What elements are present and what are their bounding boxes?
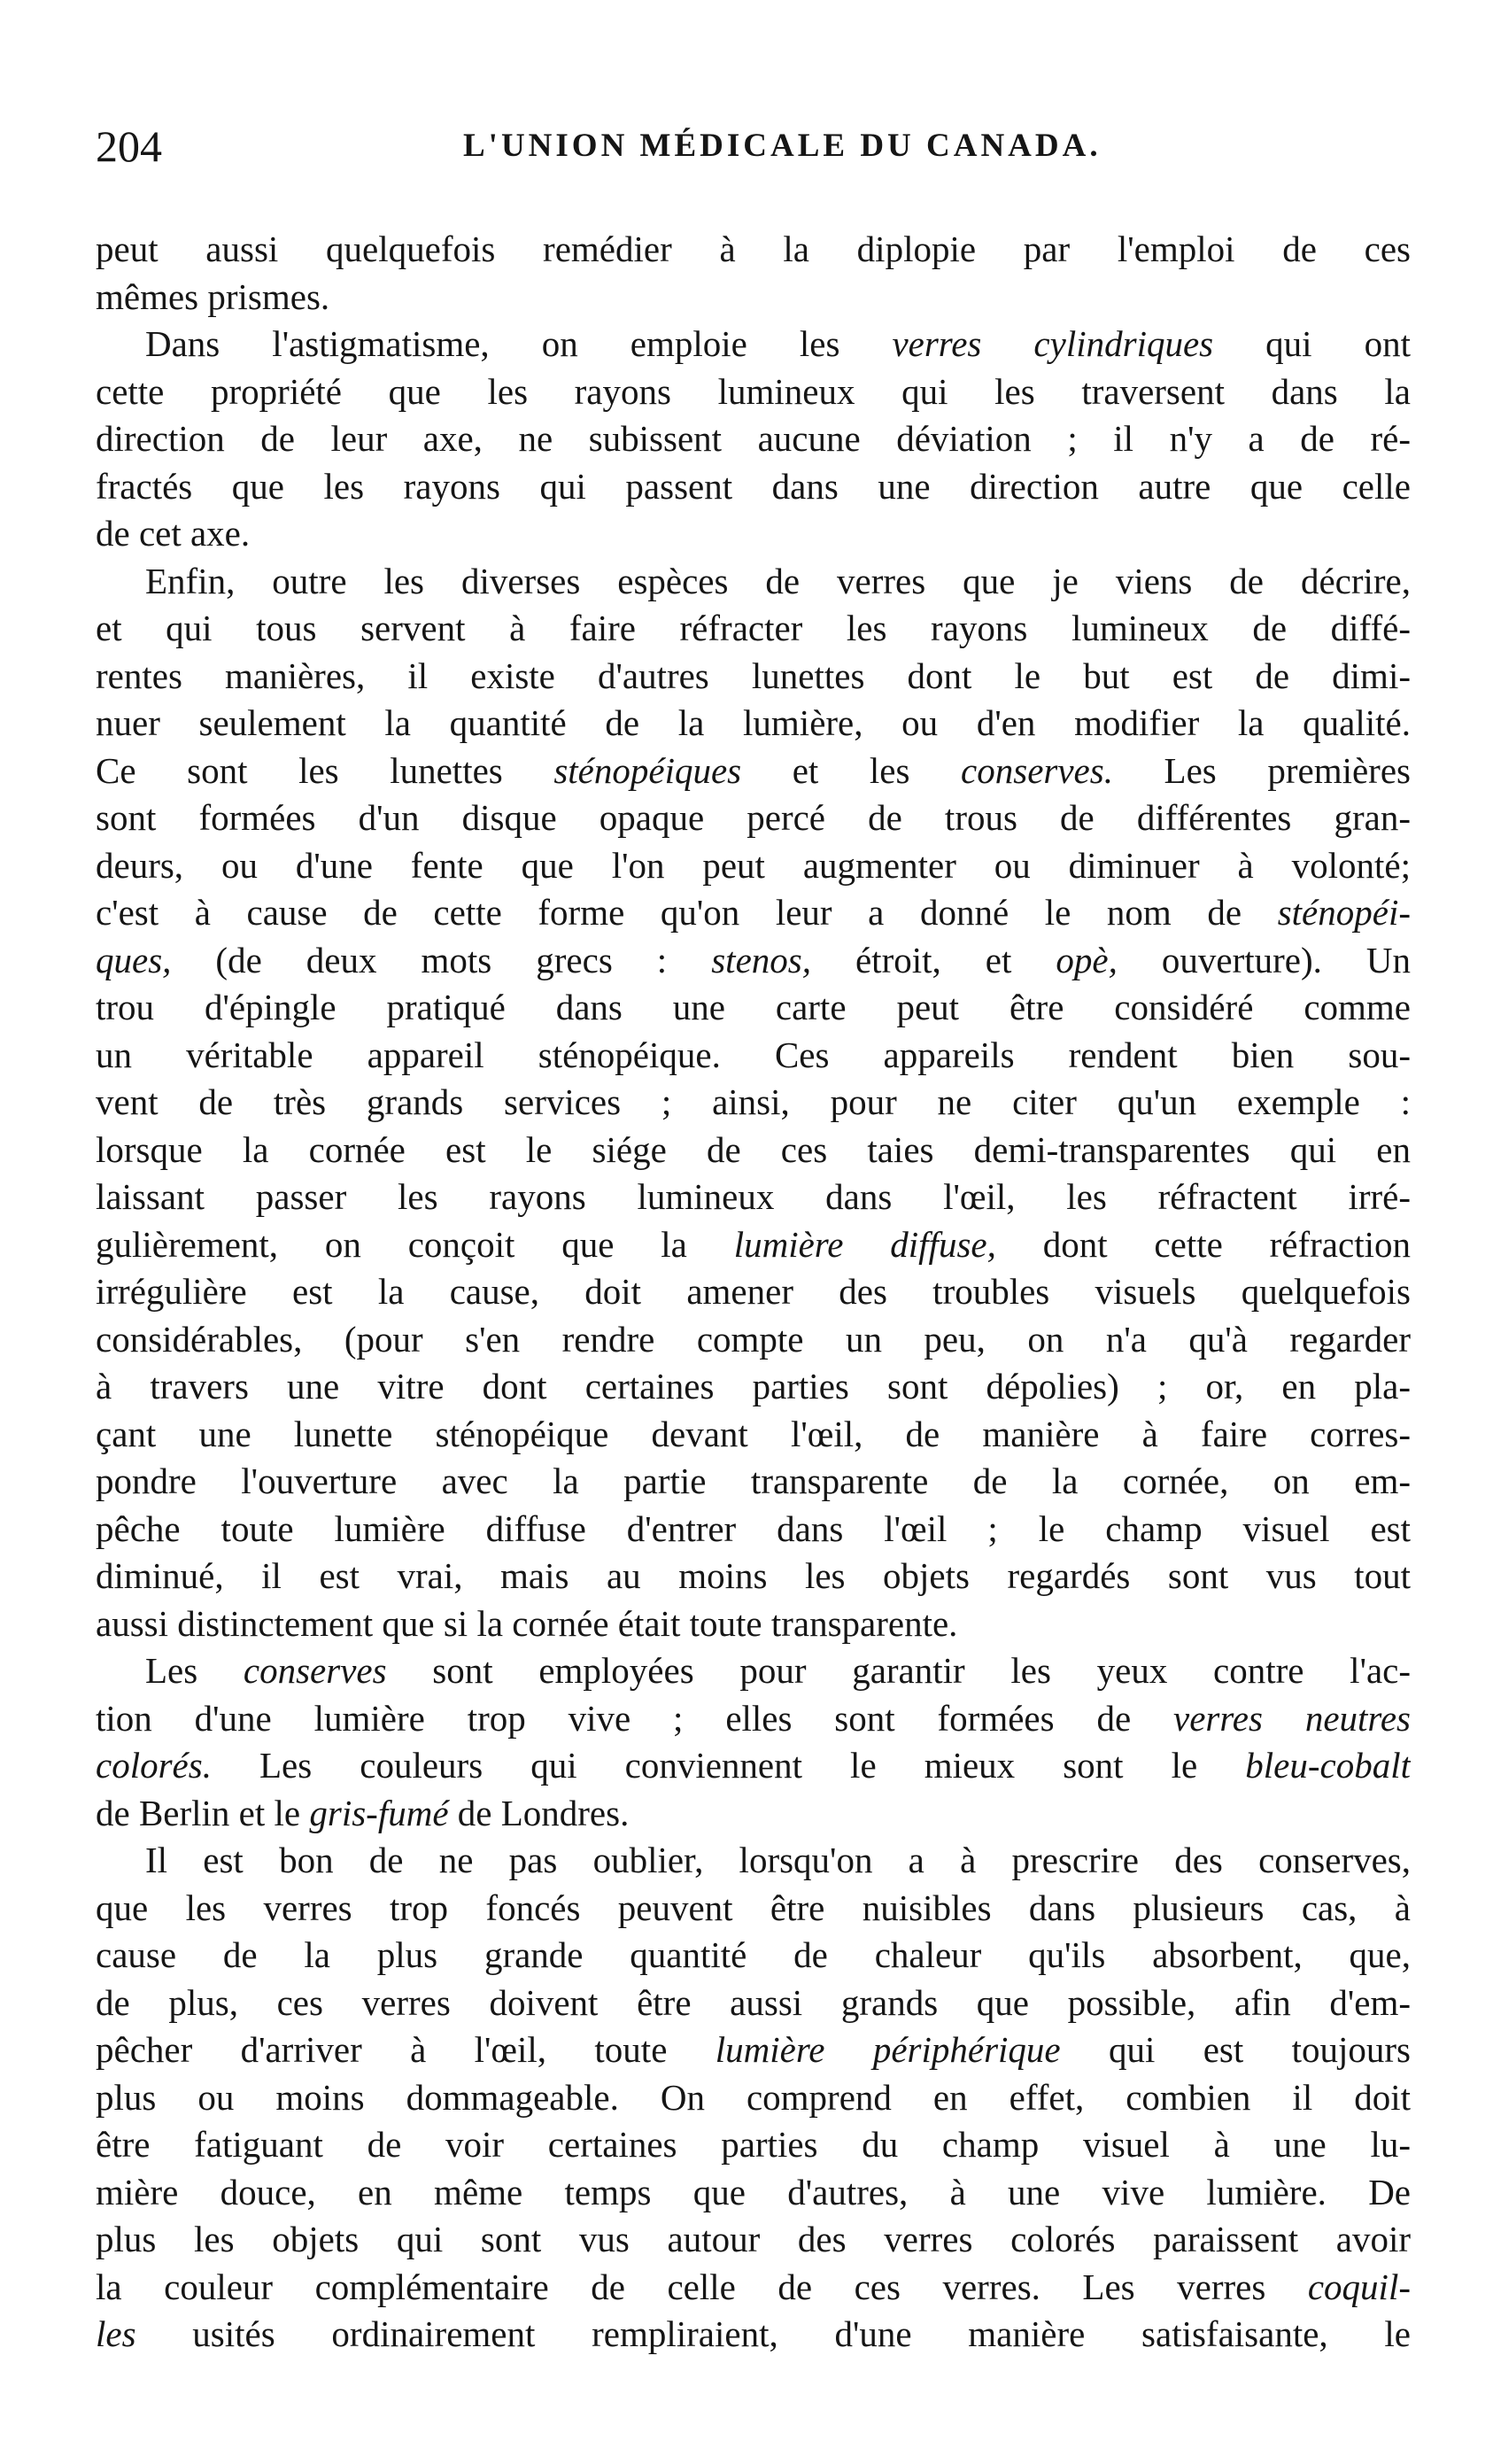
- text-line: [96, 1790, 1411, 1838]
- text-line: [96, 1837, 1411, 1885]
- text-run: vent de très grands services ; ainsi, pour ne citer qu'un exemple :: [96, 1081, 1411, 1122]
- text-line: [96, 1885, 1411, 1933]
- text-line: [96, 937, 1411, 985]
- text-line: [96, 510, 1411, 558]
- italic-term: lumière diffuse,: [733, 1223, 996, 1265]
- text-line: [96, 1600, 1411, 1648]
- text-line: [96, 321, 1411, 368]
- text-line: [96, 2169, 1411, 2217]
- text-line: [96, 463, 1411, 511]
- text-line: [96, 748, 1411, 795]
- page-header: [96, 115, 1397, 177]
- text-line: [96, 2121, 1411, 2169]
- text-line: [96, 1980, 1411, 2027]
- text-line: [96, 1411, 1411, 1459]
- text-run: que les verres trop foncés peuvent être nuisibles dans plusieurs cas, à: [96, 1887, 1411, 1928]
- text-run: de cet axe.: [96, 513, 251, 554]
- text-line: [96, 1316, 1411, 1364]
- italic-term: stenos,: [711, 939, 811, 980]
- italic-term: sténopéiques: [553, 749, 742, 791]
- text-line: [96, 1742, 1411, 1790]
- text-line: [96, 2264, 1411, 2312]
- text-run: dont cette réfraction: [995, 1223, 1411, 1265]
- page-number: 204: [96, 121, 162, 171]
- text-run: qui ont: [1213, 323, 1411, 364]
- text-run: deurs, ou d'une fente que l'on peut augmenter ou diminuer à volonté;: [96, 844, 1411, 886]
- text-line: [96, 1695, 1411, 1743]
- italic-term: lumière périphérique: [715, 2029, 1061, 2070]
- text-line: [96, 2311, 1411, 2359]
- text-run: trou d'épingle pratiqué dans une carte peut être considéré comme: [96, 987, 1411, 1027]
- text-line: [96, 1079, 1411, 1127]
- text-run: ouverture). Un: [1117, 939, 1411, 980]
- text-line: [96, 226, 1411, 274]
- text-run: Les couleurs qui conviennent le mieux sont le: [211, 1745, 1246, 1786]
- text-line: [96, 700, 1411, 748]
- text-run: Enfin, outre les diverses espèces de verres que je viens de décrire,: [145, 560, 1411, 601]
- text-line: [96, 984, 1411, 1032]
- text-run: c'est à cause de cette forme qu'on leur a donné le nom de: [96, 892, 1278, 933]
- text-run: sont employées pour garantir les yeux contre l'ac-: [386, 1650, 1411, 1691]
- text-run: qui est toujours: [1060, 2029, 1411, 2070]
- text-line: [96, 1221, 1411, 1269]
- text-line: [96, 1647, 1411, 1695]
- text-run: direction de leur axe, ne subissent aucune déviation ; il n'y a de ré-: [96, 418, 1411, 459]
- text-line: [96, 1174, 1411, 1221]
- text-line: [96, 653, 1411, 701]
- text-run: gulièrement, on conçoit que la: [96, 1223, 734, 1265]
- text-run: de plus, ces verres doivent être aussi grands que possible, afin d'em-: [96, 1981, 1411, 2023]
- text-run: tion d'une lumière trop vive ; elles sont formées de: [96, 1697, 1174, 1739]
- text-run: sont formées d'un disque opaque percé de trous de différentes gran-: [96, 797, 1411, 838]
- italic-term: colorés.: [96, 1745, 212, 1786]
- text-run: Dans l'astigmatisme, on emploie les: [145, 323, 893, 364]
- italic-term: les: [96, 2313, 136, 2354]
- text-run: pêche toute lumière diffuse d'entrer dans l'œil ; le champ visuel est: [96, 1507, 1411, 1549]
- text-run: pondre l'ouverture avec la partie transparente de la cornée, on em-: [96, 1461, 1411, 1501]
- text-run: et les: [741, 749, 962, 791]
- text-line: [96, 2216, 1411, 2264]
- text-run: Ce sont les lunettes: [96, 749, 554, 791]
- text-line: [96, 1268, 1411, 1316]
- text-line: [96, 1553, 1411, 1600]
- text-run: çant une lunette sténopéique devant l'œil, de manière à faire corres-: [96, 1413, 1411, 1454]
- text-run: irrégulière est la cause, doit amener des troubles visuels quelquefois: [96, 1271, 1411, 1312]
- text-run: (de deux mots grecs :: [171, 939, 712, 980]
- text-line: [96, 415, 1411, 463]
- text-run: et qui tous servent à faire réfracter les rayons lumineux de diffé-: [96, 608, 1411, 648]
- text-run: aussi distinctement que si la cornée était toute transparente.: [96, 1602, 958, 1644]
- text-run: mière douce, en même temps que d'autres, à une vive lumière. De: [96, 2171, 1411, 2212]
- text-line: [96, 842, 1411, 890]
- text-run: diminué, il est vrai, mais au moins les objets regardés sont vus tout: [96, 1555, 1411, 1596]
- text-line: [96, 1506, 1411, 1554]
- text-line: [96, 274, 1411, 322]
- italic-term: conserves: [243, 1650, 387, 1691]
- text-run: rentes manières, il existe d'autres lunettes dont le but est de dimi-: [96, 655, 1411, 696]
- text-run: Les: [145, 1650, 244, 1691]
- text-run: pêcher d'arriver à l'œil, toute: [96, 2029, 716, 2070]
- text-line: [96, 1127, 1411, 1174]
- text-run: fractés que les rayons qui passent dans une direction autre que celle: [96, 465, 1411, 507]
- body-text: [96, 226, 1411, 2405]
- text-run: Il est bon de ne pas oublier, lorsqu'on a à prescrire des conserves,: [145, 1840, 1411, 1880]
- text-run: la couleur complémentaire de celle de ces verres. Les verres: [96, 2266, 1308, 2307]
- text-run: nuer seulement la quantité de la lumière, ou d'en modifier la qualité.: [96, 702, 1411, 743]
- text-run: peut aussi quelquefois remédier à la diplopie par l'emploi de ces: [96, 229, 1411, 269]
- text-run: plus ou moins dommageable. On comprend en effet, combien il doit: [96, 2076, 1411, 2118]
- text-line: [96, 1458, 1411, 1506]
- text-line: [96, 558, 1411, 606]
- text-line: [96, 1363, 1411, 1411]
- text-run: étroit, et: [810, 939, 1056, 980]
- text-run: un véritable appareil sténopéique. Ces appareils rendent bien sou-: [96, 1034, 1411, 1075]
- running-head: L'UNION MÉDICALE DU CANADA.: [463, 128, 1102, 164]
- text-run: plus les objets qui sont vus autour des verres colorés paraissent avoir: [96, 2219, 1411, 2259]
- italic-term: conserves.: [961, 749, 1113, 791]
- text-run: Les premières: [1112, 749, 1411, 791]
- text-line: [96, 2074, 1411, 2122]
- text-run: de Londres.: [448, 1792, 630, 1833]
- text-run: cette propriété que les rayons lumineux qui les traversent dans la: [96, 370, 1411, 412]
- text-line: [96, 1932, 1411, 1980]
- italic-term: gris-fumé: [309, 1792, 449, 1833]
- text-line: [96, 368, 1411, 416]
- italic-term: verres cylindriques: [892, 323, 1214, 364]
- text-line: [96, 605, 1411, 653]
- text-line: [96, 889, 1411, 937]
- text-run: lorsque la cornée est le siége de ces taies demi-transparentes qui en: [96, 1128, 1411, 1170]
- text-run: à travers une vitre dont certaines parties sont dépolies) ; or, en pla-: [96, 1366, 1411, 1406]
- text-line: [96, 2026, 1411, 2074]
- italic-term: bleu-cobalt: [1245, 1745, 1411, 1786]
- text-line: [96, 794, 1411, 842]
- text-run: usités ordinairement rempliraient, d'une manière satisfaisante, le: [135, 2313, 1411, 2354]
- text-run: considérables, (pour s'en rendre compte un peu, on n'a qu'à regarder: [96, 1318, 1411, 1360]
- text-run: être fatiguant de voir certaines parties du champ visuel à une lu-: [96, 2124, 1411, 2165]
- text-run: laissant passer les rayons lumineux dans l'œil, les réfractent irré-: [96, 1176, 1411, 1217]
- italic-term: sténopéi-: [1277, 892, 1411, 933]
- italic-term: verres neutres: [1173, 1697, 1411, 1739]
- italic-term: coquil-: [1307, 2266, 1411, 2307]
- text-run: de Berlin et le: [96, 1792, 310, 1833]
- text-run: mêmes prismes.: [96, 275, 330, 317]
- italic-term: ques,: [96, 939, 172, 980]
- italic-term: opè,: [1056, 939, 1118, 980]
- text-run: cause de la plus grande quantité de chaleur qu'ils absorbent, que,: [96, 1934, 1411, 1975]
- text-line: [96, 1032, 1411, 1080]
